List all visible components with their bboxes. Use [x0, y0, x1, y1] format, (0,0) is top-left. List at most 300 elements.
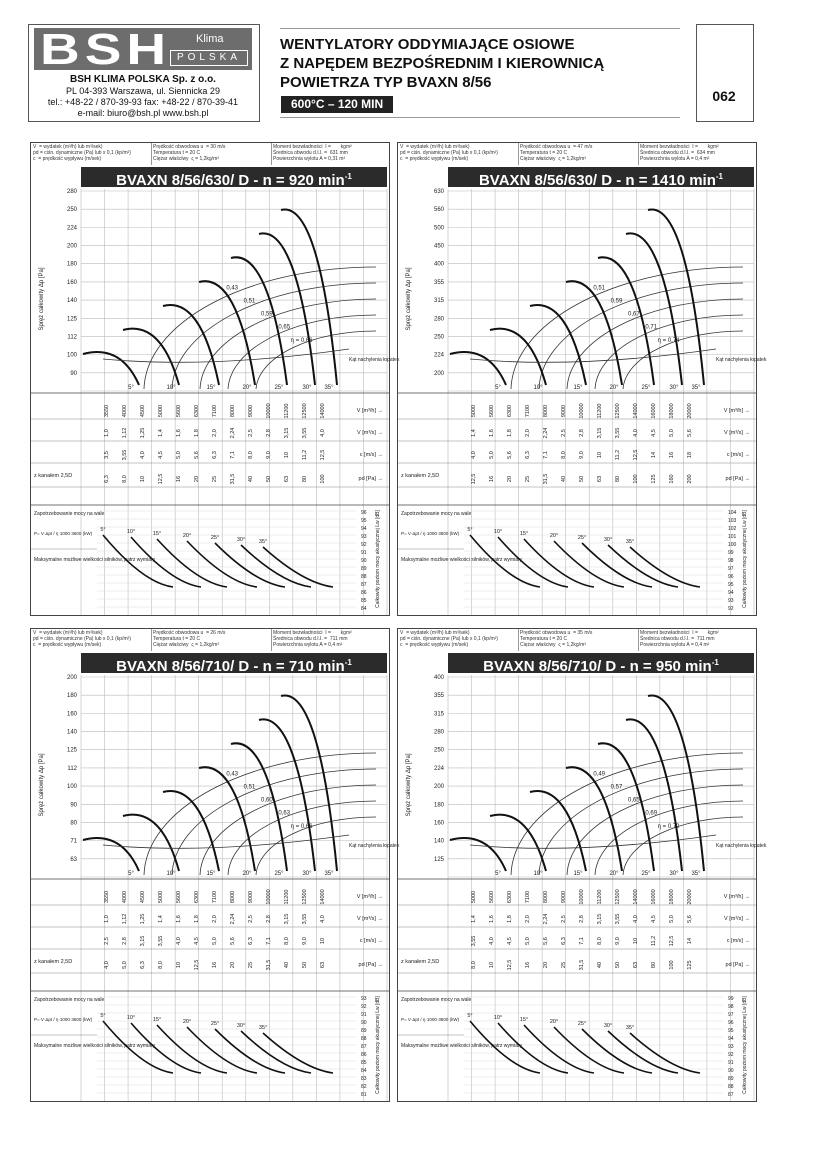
table-row-label: V [m³/h] → — [723, 408, 750, 414]
y-tick-label: 400 — [433, 675, 444, 681]
blade-angle-curve — [450, 838, 506, 871]
table-cell: 5,6 — [687, 915, 693, 923]
table-cell: 2,24 — [543, 427, 549, 439]
table-row-label: c [m/s] → — [726, 938, 750, 944]
table-cell: 7100 — [212, 404, 218, 418]
blade-angle-label: 20° — [242, 871, 252, 877]
table-cell: 80 — [651, 961, 657, 969]
y-tick-label: 100 — [66, 352, 77, 359]
table-cell: 2,5 — [561, 915, 567, 923]
table-cell: 1,8 — [507, 915, 513, 923]
table-cell: 11200 — [284, 889, 290, 905]
table-cell: 3,55 — [122, 449, 128, 461]
table-cell: 3,15 — [597, 913, 603, 925]
blade-angle-curve — [648, 695, 704, 871]
y-tick-label: 355 — [433, 693, 444, 700]
table-cell: 10 — [633, 937, 639, 945]
table-cell: 10 — [489, 961, 495, 969]
table-cell: 3,55 — [615, 913, 621, 925]
table-cell: 11200 — [284, 403, 290, 419]
table-cell: 10000 — [579, 889, 585, 905]
chart-panel — [30, 628, 400, 1102]
company-address: PL 04-393 Warszawa, ul. Siennicka 29 — [66, 86, 220, 96]
table-cell: 8,0 — [561, 451, 567, 459]
efficiency-curve — [567, 299, 743, 389]
company-name: BSH KLIMA POLSKA Sp. z o.o. — [70, 74, 216, 85]
table-cell: 12500 — [302, 889, 308, 905]
table-row-label: V [m³/h] → — [356, 408, 383, 414]
noise-tick-label: 95 — [361, 518, 367, 524]
table-cell: 12500 — [615, 403, 621, 419]
table-cell: 4,0 — [320, 429, 326, 437]
noise-axis-label: Całkowity poziom mocy akustycznej Lw [dB] — [742, 996, 748, 1094]
table-cell: 5000 — [158, 404, 164, 418]
y-tick-label: 315 — [433, 711, 444, 718]
divider — [518, 629, 519, 651]
table-cell: 16 — [212, 961, 218, 969]
y-tick-label: 125 — [433, 856, 444, 863]
efficiency-label: 0,51 — [243, 298, 256, 305]
table-cell: 16 — [176, 475, 182, 483]
noise-tick-label: 82 — [361, 1084, 367, 1090]
noise-angle-label: 30° — [603, 537, 613, 543]
divider — [638, 143, 639, 165]
table-cell: 3,15 — [284, 913, 290, 925]
noise-angle-label: 30° — [236, 537, 246, 543]
efficiency-label: 0,43 — [226, 285, 239, 292]
table-cell: 1,25 — [140, 427, 146, 439]
table-cell: 7,1 — [543, 451, 549, 459]
noise-tick-label: 100 — [728, 542, 737, 548]
table-cell: 5,0 — [669, 915, 675, 923]
table-cell: 16 — [489, 475, 495, 483]
table-cell: 50 — [579, 475, 585, 483]
table-cell: 9000 — [561, 404, 567, 418]
header-rule-bottom — [280, 117, 680, 118]
noise-tick-label: 93 — [728, 1044, 734, 1050]
chart-title-exponent: -1 — [715, 172, 724, 181]
blade-angle-label: 10° — [533, 385, 543, 391]
power-note: Zapotrzebowanie mocy na wale — [401, 997, 472, 1003]
table-cell: 12,5 — [158, 473, 164, 485]
noise-axis-label: Całkowity poziom mocy akustycznej Lw [dB] — [375, 996, 381, 1094]
company-email: e-mail: biuro@bsh.pl www.bsh.pl — [77, 108, 209, 118]
table-row-label: pd [Pa] → — [725, 962, 750, 968]
y-tick-label: 90 — [70, 370, 77, 377]
y-tick-label: 63 — [70, 856, 77, 863]
table-cell: 10000 — [266, 889, 272, 905]
blade-angle-caption: Kąt nachylenia łopatek — [716, 357, 767, 363]
table-cell: 9000 — [248, 404, 254, 418]
efficiency-curve — [595, 801, 743, 875]
efficiency-label: 0,51 — [243, 784, 256, 791]
table-cell: 31,5 — [230, 473, 236, 485]
divider — [151, 143, 152, 165]
y-tick-label: 200 — [66, 675, 77, 681]
table-cell: 6300 — [507, 404, 513, 418]
blade-angle-label: 15° — [573, 871, 583, 877]
noise-tick-label: 87 — [361, 582, 367, 588]
blade-angle-curve — [648, 209, 704, 385]
efficiency-label: 0,65 — [628, 797, 640, 804]
table-cell: 4000 — [122, 890, 128, 904]
table-cell: 1,4 — [158, 429, 164, 437]
noise-tick-label: 91 — [728, 1060, 734, 1066]
blade-angle-label: 20° — [242, 385, 252, 391]
power-note: Zapotrzebowanie mocy na wale — [34, 511, 105, 517]
table-cell: 5,0 — [669, 429, 675, 437]
y-tick-label: 630 — [433, 189, 444, 195]
table-cell: 8,0 — [158, 961, 164, 969]
table-cell: 6,3 — [248, 937, 254, 945]
table-cell: 5600 — [176, 890, 182, 904]
motor-note: Maksymalne możliwe wielkości silników, patrz wymiary — [401, 1043, 523, 1049]
table-cell: 160 — [669, 474, 675, 484]
legend-definitions: V = wydatek (m³/h) lub m³/sek) pd = ciśn. dynamiczne (Pa) lub x 0,1 (kp/m²) c = prędkość wypływu (m/sek) — [33, 630, 131, 648]
blade-angle-label: 5° — [128, 871, 134, 877]
table-cell: 2,0 — [212, 429, 218, 437]
table-cell: 7100 — [525, 890, 531, 904]
table-cell: 2,8 — [122, 937, 128, 945]
table-cell: 63 — [597, 475, 603, 483]
table-cell: 31,5 — [543, 473, 549, 485]
noise-tick-label: 89 — [361, 1028, 367, 1034]
y-tick-label: 125 — [66, 747, 77, 754]
chart-title-exponent: -1 — [711, 658, 719, 667]
noise-tick-label: 93 — [361, 996, 367, 1002]
table-cell: 7,1 — [266, 937, 272, 945]
noise-tick-label: 84 — [361, 1068, 367, 1074]
table-cell: 2,5 — [104, 937, 110, 945]
table-cell: 31,5 — [266, 959, 272, 971]
table-row-label: V [m³/s] → — [724, 430, 750, 436]
power-note: Zapotrzebowanie mocy na wale — [34, 997, 105, 1003]
y-tick-label: 315 — [433, 298, 444, 305]
table-cell: 5,0 — [212, 937, 218, 945]
efficiency-label: 0,65 — [278, 324, 291, 331]
noise-tick-label: 85 — [361, 1060, 367, 1066]
specs-inertia: Moment bezwładności I = kgm² Średnica obwodu d.I.I. = 711 mm Powierzchnia wylotu A = 0,4 m² — [640, 630, 719, 648]
noise-tick-label: 94 — [728, 590, 734, 596]
blade-angle-curve — [626, 719, 682, 871]
legend-definitions: V = wydatek (m³/h) lub m³/sek) pd = ciśn. dynamiczne (Pa) lub x 0,1 (kp/m²) c = prędkość wypływu (m/sek) — [400, 630, 498, 648]
doc-title-1: WENTYLATORY ODDYMIAJĄCE OSIOWE — [280, 36, 575, 53]
table-cell: 8000 — [543, 404, 549, 418]
table-cell: 4,0 — [104, 961, 110, 969]
table-cell: 8,0 — [597, 937, 603, 945]
blade-angle-curve — [259, 719, 315, 871]
doc-title-2: Z NAPĘDEM BEZPOŚREDNIM I KIEROWNICĄ — [280, 55, 605, 72]
duct-label: z kanałem 2,5D — [34, 959, 73, 965]
table-cell: 11200 — [597, 889, 603, 905]
table-cell: 12,5 — [507, 959, 513, 971]
noise-angle-label: 25° — [210, 535, 220, 541]
noise-tick-label: 83 — [361, 1076, 367, 1082]
table-cell: 9,0 — [266, 451, 272, 459]
y-tick-label: 80 — [70, 820, 77, 827]
noise-tick-label: 92 — [728, 1052, 734, 1058]
noise-angle-label: 20° — [182, 533, 192, 539]
table-cell: 100 — [669, 960, 675, 970]
table-cell: 9,0 — [579, 451, 585, 459]
table-cell: 25 — [248, 961, 254, 969]
noise-axis-label: Całkowity poziom mocy akustycznej Lw [dB] — [742, 510, 748, 608]
noise-angle-label: 25° — [210, 1021, 220, 1027]
table-cell: 4,0 — [633, 429, 639, 437]
table-cell: 8000 — [230, 404, 236, 418]
table-cell: 1,0 — [104, 429, 110, 437]
table-cell: 1,4 — [471, 429, 477, 437]
power-formula: P= V·Δpt / η·1000·3600 (kW) — [34, 531, 93, 536]
table-cell: 6,3 — [525, 451, 531, 459]
table-cell: 2,0 — [525, 429, 531, 437]
specs-inertia: Moment bezwładności I = kgm² Średnica obwodu d.I.I. = 631 mm Powierzchnia wylotu A = 0,31 m² — [273, 144, 352, 162]
noise-angle-label: 5° — [100, 527, 106, 533]
divider — [518, 143, 519, 165]
table-cell: 1,6 — [489, 915, 495, 923]
table-cell: 9,0 — [615, 937, 621, 945]
table-cell: 9000 — [248, 890, 254, 904]
blade-angle-label: 25° — [274, 385, 284, 391]
y-tick-label: 224 — [433, 765, 444, 772]
noise-tick-label: 88 — [728, 1084, 734, 1090]
blade-angle-curve — [566, 767, 622, 871]
table-cell: 8,0 — [284, 937, 290, 945]
table-cell: 5,6 — [543, 937, 549, 945]
pressure-axis-label: Spręż całkowity Δp [Pa] — [39, 267, 45, 331]
table-cell: 4500 — [140, 890, 146, 904]
noise-tick-label: 102 — [728, 526, 737, 532]
noise-angle-label: 10° — [126, 529, 136, 535]
table-cell: 5,0 — [176, 451, 182, 459]
table-cell: 20 — [194, 475, 200, 483]
table-cell: 10000 — [266, 403, 272, 419]
table-cell: 80 — [615, 475, 621, 483]
efficiency-label: 0,63 — [278, 810, 291, 817]
noise-angle-label: 10° — [493, 529, 503, 535]
blade-angle-label: 20° — [609, 871, 619, 877]
blade-angle-label: 10° — [533, 871, 543, 877]
table-cell: 4,0 — [320, 915, 326, 923]
table-cell: 12,5 — [471, 473, 477, 485]
table-cell: 200 — [687, 474, 693, 484]
noise-curve — [608, 1031, 678, 1073]
table-cell: 2,24 — [230, 427, 236, 439]
noise-tick-label: 81 — [361, 1092, 367, 1098]
table-cell: 2,5 — [248, 915, 254, 923]
blade-angle-label: 15° — [206, 385, 216, 391]
motor-note: Maksymalne możliwe wielkości silników, patrz wymiary — [34, 557, 156, 563]
table-cell: 9,0 — [302, 937, 308, 945]
blade-angle-caption: Kąt nachylenia łopatek — [349, 843, 400, 849]
table-cell: 12500 — [615, 889, 621, 905]
chart-title-text: BVAXN 8/56/710/ D - n = 950 min — [483, 658, 712, 675]
table-cell: 10 — [284, 451, 290, 459]
blade-angle-label: 15° — [573, 385, 583, 391]
blade-angle-curve — [490, 815, 546, 871]
noise-angle-label: 25° — [577, 535, 587, 541]
noise-tick-label: 89 — [728, 1076, 734, 1082]
table-cell: 8,0 — [122, 475, 128, 483]
table-cell: 63 — [284, 475, 290, 483]
y-tick-label: 450 — [433, 243, 444, 250]
table-cell: 14 — [651, 451, 657, 459]
table-row-label: pd [Pa] → — [358, 962, 383, 968]
blade-angle-curve — [566, 281, 622, 385]
y-tick-label: 90 — [70, 802, 77, 809]
table-cell: 3550 — [104, 404, 110, 418]
table-cell: 80 — [302, 475, 308, 483]
table-cell: 10 — [176, 961, 182, 969]
duct-label: z kanałem 2,5D — [401, 959, 440, 965]
efficiency-label: 0,59 — [261, 311, 273, 318]
table-cell: 5,0 — [122, 961, 128, 969]
table-cell: 12,5 — [320, 449, 326, 461]
fan-performance-chart — [31, 675, 400, 1101]
noise-axis-label: Całkowity poziom mocy akustycznej Lw [dB] — [375, 510, 381, 608]
table-cell: 16000 — [651, 403, 657, 419]
table-cell: 50 — [615, 961, 621, 969]
table-cell: 5,6 — [230, 937, 236, 945]
table-row-label: c [m/s] → — [359, 452, 383, 458]
table-cell: 2,24 — [543, 913, 549, 925]
table-cell: 3,55 — [471, 935, 477, 947]
noise-angle-label: 20° — [549, 1019, 559, 1025]
table-cell: 1,8 — [194, 429, 200, 437]
table-cell: 3,5 — [104, 451, 110, 459]
table-cell: 6300 — [194, 890, 200, 904]
noise-tick-label: 97 — [728, 1012, 734, 1018]
table-cell: 100 — [633, 474, 639, 484]
chart-title — [81, 653, 387, 673]
table-cell: 8000 — [230, 890, 236, 904]
noise-angle-label: 30° — [603, 1023, 613, 1029]
table-cell: 1,25 — [140, 913, 146, 925]
table-cell: 2,8 — [266, 429, 272, 437]
noise-tick-label: 97 — [728, 566, 734, 572]
table-cell: 3,55 — [302, 427, 308, 439]
noise-angle-label: 10° — [126, 1015, 136, 1021]
table-cell: 10 — [597, 451, 603, 459]
y-tick-label: 112 — [67, 765, 77, 772]
noise-tick-label: 99 — [728, 550, 734, 556]
blade-angle-curve — [490, 329, 546, 385]
noise-angle-label: 35° — [258, 539, 268, 545]
table-cell: 5,6 — [687, 429, 693, 437]
blade-angle-curve — [281, 695, 337, 871]
blade-angle-label: 30° — [302, 385, 312, 391]
table-cell: 3,15 — [597, 427, 603, 439]
noise-tick-label: 93 — [361, 534, 367, 540]
y-tick-label: 140 — [66, 298, 77, 305]
table-cell: 11,2 — [302, 449, 308, 461]
blade-angle-caption: Kąt nachylenia łopatek — [349, 357, 400, 363]
duct-label: z kanałem 2,5D — [401, 473, 440, 479]
y-tick-label: 180 — [66, 693, 77, 700]
power-formula: P= V·Δpt / η·1000·3600 (kW) — [401, 1017, 460, 1022]
noise-curve — [215, 1029, 285, 1073]
noise-tick-label: 86 — [361, 590, 367, 596]
y-tick-label: 355 — [433, 279, 444, 286]
table-cell: 20 — [230, 961, 236, 969]
blade-angle-label: 35° — [324, 385, 334, 391]
y-tick-label: 200 — [66, 243, 77, 250]
table-cell: 12,5 — [669, 935, 675, 947]
table-cell: 20 — [507, 475, 513, 483]
noise-angle-label: 5° — [100, 1013, 106, 1019]
efficiency-curve — [228, 801, 376, 875]
table-cell: 50 — [266, 475, 272, 483]
fan-performance-chart — [398, 675, 767, 1101]
specs-speed: Prędkość obwodowa u = 30 m/s Temperatura t = 20 C Ciężar właściwy ς = 1,2kg/m³ — [153, 144, 226, 162]
blade-angle-label: 30° — [669, 385, 679, 391]
efficiency-curve — [200, 299, 376, 389]
legend-definitions: V = wydatek (m³/h) lub m³/sek) pd = ciśn. dynamiczne (Pa) lub x 0,1 (kp/m²) c = prędkość wypływu (m/sek) — [400, 144, 498, 162]
chart-title-text: BVAXN 8/56/630/ D - n = 1410 min — [478, 172, 716, 189]
blade-angle-label: 5° — [495, 385, 501, 391]
pressure-axis-label: Spręż całkowity Δp [Pa] — [39, 753, 45, 817]
table-cell: 5,0 — [489, 451, 495, 459]
table-cell: 14000 — [633, 889, 639, 905]
blade-angle-label: 30° — [302, 871, 312, 877]
noise-angle-label: 15° — [152, 531, 162, 537]
table-cell: 4,0 — [140, 451, 146, 459]
table-cell: 16 — [669, 451, 675, 459]
noise-tick-label: 85 — [361, 598, 367, 604]
blade-angle-label: 25° — [641, 871, 651, 877]
efficiency-label: 0,69 — [645, 810, 658, 817]
table-cell: 50 — [302, 961, 308, 969]
y-tick-label: 140 — [66, 729, 77, 736]
chart-panel — [397, 142, 767, 616]
temperature-badge: 600°C – 120 MIN — [281, 96, 393, 113]
noise-angle-label: 15° — [152, 1017, 162, 1023]
company-phone: tel.: +48-22 / 870-39-93 fax: +48-22 / 870-39-41 — [47, 97, 239, 107]
divider — [271, 143, 272, 165]
specs-speed: Prędkość obwodowa u = 35 m/s Temperatura t = 20 C Ciężar właściwy ς = 1,2kg/m³ — [520, 630, 593, 648]
table-cell: 4500 — [140, 404, 146, 418]
blade-angle-label: 10° — [166, 385, 176, 391]
efficiency-curve — [595, 315, 743, 389]
table-cell: 4,0 — [176, 937, 182, 945]
table-cell: 5,6 — [194, 451, 200, 459]
table-cell: 125 — [651, 474, 657, 484]
y-tick-label: 280 — [433, 316, 444, 323]
noise-angle-label: 30° — [236, 1023, 246, 1029]
table-cell: 5000 — [158, 890, 164, 904]
power-formula: P= V·Δpt / η·1000·3600 (kW) — [34, 1017, 93, 1022]
y-tick-label: 224 — [433, 352, 444, 359]
noise-angle-label: 5° — [467, 1013, 473, 1019]
y-tick-label: 250 — [433, 334, 444, 341]
table-cell: 20 — [543, 961, 549, 969]
table-cell: 14000 — [320, 403, 326, 419]
efficiency-label: 0,51 — [593, 285, 606, 292]
blade-angle-curve — [281, 209, 337, 385]
power-formula: P= V·Δpt / η·1000·3600 (kW) — [401, 531, 460, 536]
fan-performance-chart — [398, 189, 767, 615]
noise-tick-label: 104 — [728, 510, 737, 516]
table-cell: 1,12 — [122, 913, 128, 925]
y-tick-label: 250 — [66, 207, 77, 214]
noise-tick-label: 92 — [728, 606, 734, 612]
noise-tick-label: 87 — [728, 1092, 734, 1098]
noise-angle-label: 35° — [258, 1025, 268, 1031]
table-cell: 5600 — [489, 890, 495, 904]
duct-label: z kanałem 2,5D — [34, 473, 73, 479]
table-cell: 2,0 — [525, 915, 531, 923]
table-cell: 10 — [140, 475, 146, 483]
